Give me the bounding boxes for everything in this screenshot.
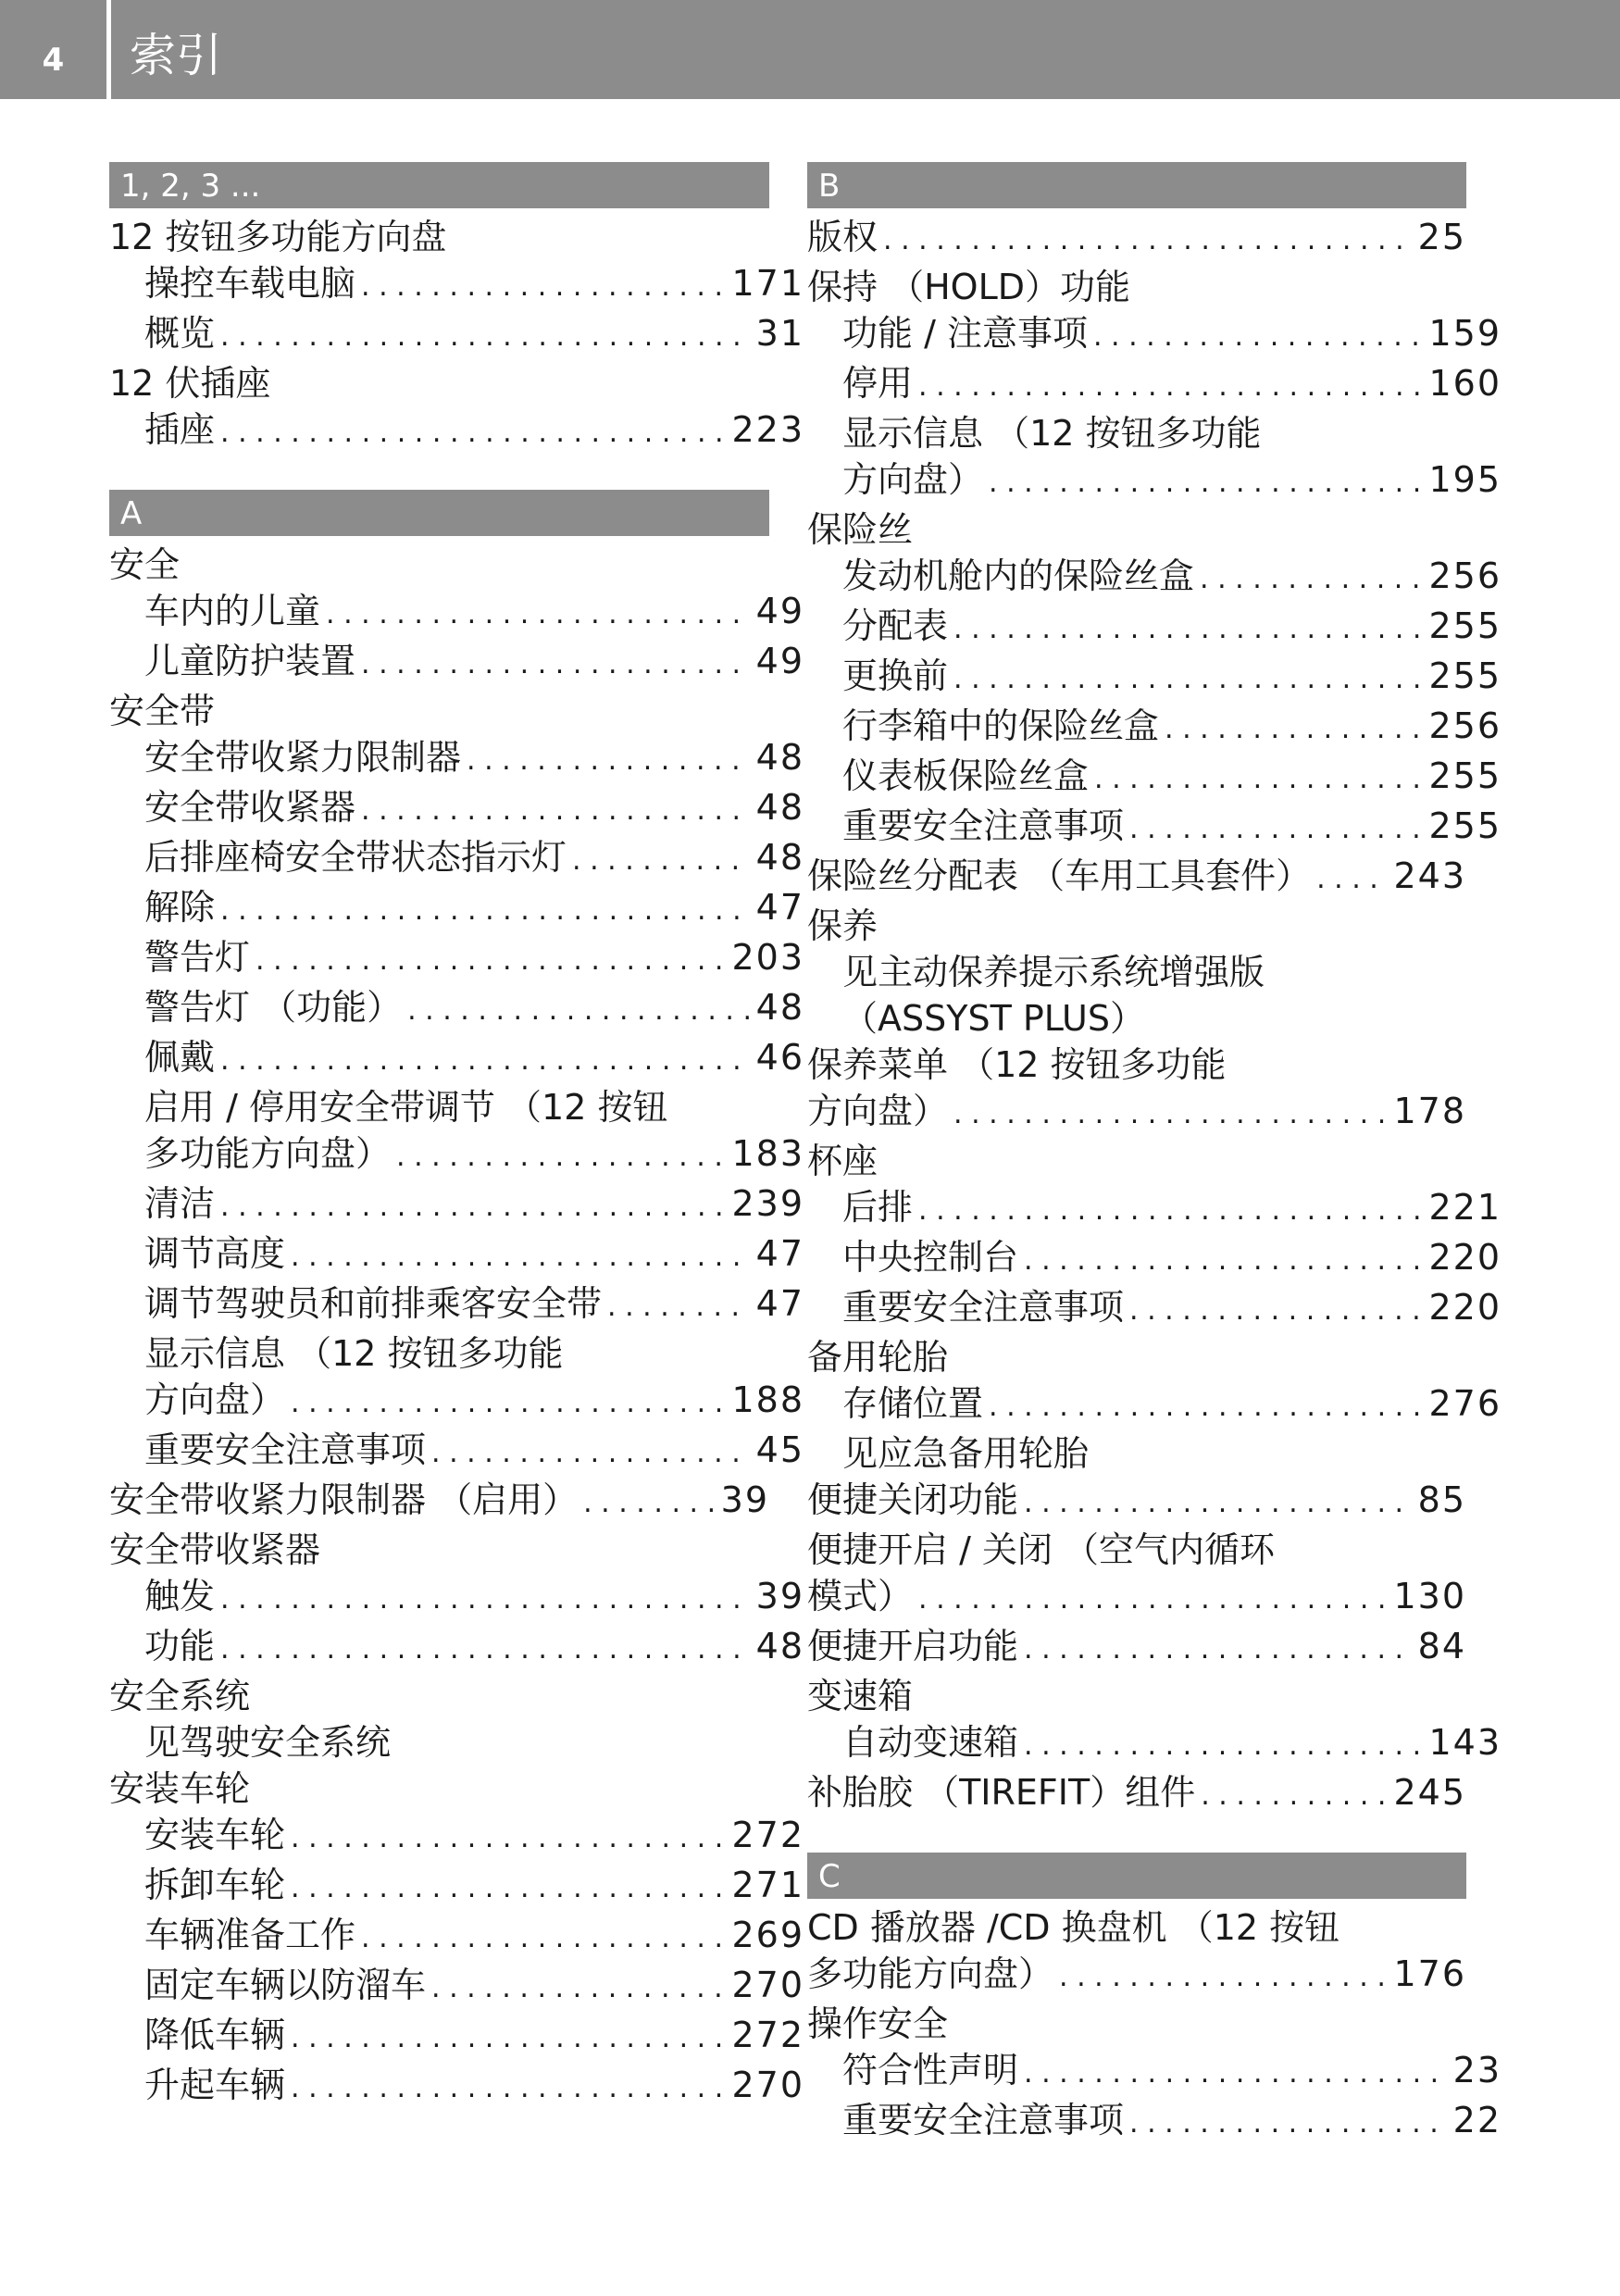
entry-label: 清洁	[144, 1183, 216, 1224]
entry-label: （ASSYST PLUS）	[842, 998, 1145, 1039]
entry-label: 车内的儿童	[144, 591, 321, 631]
index-entry	[807, 853, 1466, 903]
entry-label: 重要安全注意事项	[842, 1287, 1125, 1328]
leader-dots	[1129, 803, 1423, 853]
index-section	[807, 162, 1502, 1819]
page-reference: 255	[1428, 605, 1502, 646]
page-reference: 23	[1452, 2050, 1502, 2090]
entry-label: 中央控制台	[842, 1237, 1019, 1278]
page-reference: 255	[1428, 805, 1502, 846]
entry-label: 自动变速箱	[842, 1722, 1019, 1763]
index-subentry	[109, 1130, 804, 1180]
leader-dots	[220, 884, 751, 934]
entry-label: 更换前	[842, 655, 949, 696]
index-subentry	[807, 456, 1502, 506]
entry-label: 行李箱中的保险丝盒	[842, 705, 1160, 746]
index-subentry	[109, 1812, 804, 1862]
index-subentry	[109, 1427, 804, 1477]
leader-dots	[1093, 310, 1424, 360]
page-reference: 245	[1393, 1772, 1466, 1813]
entry-label: 调节驾驶员和前排乘客安全带	[144, 1283, 603, 1324]
page-reference: 143	[1428, 1722, 1502, 1763]
leader-dots	[1024, 1623, 1413, 1673]
page-reference: 256	[1428, 705, 1502, 746]
index-subentry	[109, 1034, 804, 1084]
section-heading: 1, 2, 3 ...	[109, 162, 769, 208]
index-entry	[109, 1527, 769, 1573]
index-entry	[807, 1042, 1466, 1088]
leader-dots	[291, 1862, 726, 1912]
entry-label: 安全带收紧力限制器	[144, 737, 462, 778]
page-number: 4	[42, 42, 65, 79]
leader-dots	[1129, 2097, 1448, 2147]
page-reference: 269	[731, 1915, 804, 1955]
entry-label: 安全	[109, 544, 181, 585]
index-subentry	[109, 734, 804, 784]
page-reference: 47	[755, 1233, 804, 1274]
entry-label: 重要安全注意事项	[842, 805, 1125, 846]
leader-dots	[291, 1377, 726, 1427]
page-reference: 270	[731, 2065, 804, 2105]
index-subentry	[807, 1430, 1502, 1477]
entry-label: 安全带收紧力限制器 （启用）	[109, 1479, 579, 1520]
leader-dots	[326, 588, 751, 638]
entry-label: 版权	[807, 217, 879, 257]
page-reference: 255	[1428, 655, 1502, 696]
leader-dots	[407, 984, 751, 1034]
entry-label: 触发	[144, 1576, 216, 1616]
header-bar	[0, 0, 1620, 99]
leader-dots	[1024, 2047, 1448, 2097]
entry-label: 保险丝	[807, 509, 914, 550]
index-subentry	[109, 1180, 804, 1230]
leader-dots	[583, 1477, 716, 1527]
index-subentry	[109, 310, 804, 360]
entry-label: 拆卸车轮	[144, 1865, 286, 1905]
leader-dots	[572, 834, 751, 884]
entry-label: 操作安全	[807, 2003, 949, 2044]
entry-label: 升起车辆	[144, 2065, 286, 2105]
index-subentry	[807, 1234, 1502, 1284]
index-subentry	[109, 784, 804, 834]
page-reference: 39	[720, 1479, 769, 1520]
entry-label: 后排座椅安全带状态指示灯	[144, 837, 567, 878]
entry-label: 警告灯	[144, 937, 251, 978]
entry-label: 多功能方向盘）	[807, 1953, 1054, 1994]
page-reference: 22	[1452, 2100, 1502, 2140]
index-section	[109, 490, 804, 2112]
leader-dots	[361, 1912, 726, 1962]
index-subentry	[109, 406, 804, 456]
page-reference: 84	[1417, 1626, 1466, 1666]
leader-dots	[467, 734, 751, 784]
index-subentry	[109, 934, 804, 984]
page-reference: 25	[1417, 217, 1466, 257]
index-subentry	[109, 834, 804, 884]
index-subentry	[807, 1184, 1502, 1234]
index-subentry	[807, 2097, 1502, 2147]
leader-dots	[918, 360, 1423, 410]
entry-label: CD 播放器 /CD 换盘机 （12 按钮	[807, 1907, 1340, 1948]
page-reference: 160	[1428, 363, 1502, 404]
leader-dots	[1024, 1477, 1413, 1527]
index-subentry	[109, 1573, 804, 1623]
leader-dots	[220, 1623, 751, 1673]
index-subentry	[807, 703, 1502, 753]
entry-label: 12 按钮多功能方向盘	[109, 217, 447, 257]
page-reference: 223	[731, 409, 804, 450]
page-reference: 47	[755, 887, 804, 928]
leader-dots	[607, 1280, 751, 1330]
leader-dots	[953, 653, 1423, 703]
index-entry	[807, 1673, 1466, 1719]
header-divider	[106, 0, 111, 99]
index-entry	[109, 1477, 769, 1527]
page-reference: 256	[1428, 555, 1502, 596]
index-entry	[807, 1623, 1466, 1673]
entry-label: 存储位置	[842, 1383, 984, 1424]
page-reference: 31	[755, 313, 804, 354]
page-reference: 48	[755, 1626, 804, 1666]
left-column	[109, 162, 804, 2145]
index-entry	[807, 1477, 1466, 1527]
page-reference: 48	[755, 787, 804, 828]
index-entry	[807, 1951, 1466, 2001]
entry-label: 见应急备用轮胎	[842, 1433, 1090, 1474]
leader-dots	[291, 2062, 726, 2112]
entry-label: 分配表	[842, 605, 949, 646]
index-subentry	[807, 949, 1502, 995]
index-entry	[807, 506, 1466, 553]
leader-dots	[431, 1427, 751, 1477]
page-reference: 85	[1417, 1479, 1466, 1520]
leader-dots	[989, 1380, 1423, 1430]
index-subentry	[109, 884, 804, 934]
page-title: 索引	[130, 29, 222, 82]
entry-label: 方向盘）	[807, 1091, 949, 1131]
index-subentry	[807, 553, 1502, 603]
entry-label: 模式）	[807, 1576, 914, 1616]
page-reference: 272	[731, 1815, 804, 1855]
entry-label: 方向盘）	[144, 1379, 286, 1420]
leader-dots	[291, 1230, 751, 1280]
entry-label: 佩戴	[144, 1037, 216, 1078]
leader-dots	[220, 1573, 751, 1623]
entry-label: 功能 / 注意事项	[842, 313, 1088, 354]
index-entry	[807, 1527, 1466, 1573]
page-reference: 49	[755, 591, 804, 631]
index-subentry	[109, 2062, 804, 2112]
page-reference: 239	[731, 1183, 804, 1224]
leader-dots	[220, 310, 751, 360]
leader-dots	[1059, 1951, 1388, 2001]
entry-label: 仪表板保险丝盒	[842, 755, 1090, 796]
index-subentry	[109, 1280, 804, 1330]
entry-label: 方向盘）	[842, 459, 984, 500]
entry-label: 概览	[144, 313, 216, 354]
entry-label: 符合性声明	[842, 2050, 1019, 2090]
entry-label: 便捷关闭功能	[807, 1479, 1019, 1520]
entry-label: 补胎胶 （TIREFIT）组件	[807, 1772, 1196, 1813]
leader-dots	[220, 406, 726, 456]
entry-label: 见主动保养提示系统增强版	[842, 952, 1265, 992]
index-subentry	[109, 1719, 804, 1766]
page-reference: 255	[1428, 755, 1502, 796]
leader-dots	[1316, 853, 1388, 903]
page-reference: 272	[731, 2015, 804, 2055]
index-entry	[807, 1769, 1466, 1819]
index-subentry	[807, 360, 1502, 410]
index-entry	[807, 1138, 1466, 1184]
entry-label: 显示信息 （12 按钮多功能	[842, 413, 1262, 454]
index-entry	[109, 542, 769, 588]
page-reference: 178	[1393, 1091, 1466, 1131]
leader-dots	[361, 260, 726, 310]
leader-dots	[1201, 1769, 1388, 1819]
entry-label: 插座	[144, 409, 216, 450]
index-subentry	[807, 803, 1502, 853]
index-subentry	[109, 1962, 804, 2012]
index-subentry	[807, 1719, 1502, 1769]
entry-label: 12 伏插座	[109, 363, 271, 404]
index-entry	[807, 1904, 1466, 1951]
leader-dots	[291, 1812, 726, 1862]
entry-label: 车辆准备工作	[144, 1915, 356, 1955]
leader-dots	[989, 456, 1423, 506]
page-reference: 195	[1428, 459, 1502, 500]
leader-dots	[1024, 1719, 1423, 1769]
entry-label: 固定车辆以防溜车	[144, 1965, 427, 2005]
leader-dots	[918, 1573, 1388, 1623]
page-reference: 130	[1393, 1576, 1466, 1616]
index-entry	[109, 1766, 769, 1812]
page-reference: 39	[755, 1576, 804, 1616]
entry-label: 安全带收紧器	[109, 1529, 321, 1570]
index-entry	[109, 360, 769, 406]
entry-label: 保养菜单 （12 按钮多功能	[807, 1044, 1227, 1085]
index-entry	[807, 903, 1466, 949]
index-subentry	[109, 2012, 804, 2062]
leader-dots	[918, 1184, 1423, 1234]
leader-dots	[255, 934, 726, 984]
index-subentry	[109, 1623, 804, 1673]
index-subentry	[109, 984, 804, 1034]
index-entry	[807, 1088, 1466, 1138]
index-subentry	[109, 260, 804, 310]
page-reference: 171	[731, 263, 804, 304]
leader-dots	[220, 1180, 726, 1230]
index-subentry	[109, 1912, 804, 1962]
index-entry	[109, 1673, 769, 1719]
entry-label: 见驾驶安全系统	[144, 1722, 392, 1763]
leader-dots	[1165, 703, 1423, 753]
entry-label: 便捷开启 / 关闭 （空气内循环	[807, 1529, 1276, 1570]
entry-label: 调节高度	[144, 1233, 286, 1274]
index-subentry	[807, 410, 1502, 456]
index-subentry	[807, 653, 1502, 703]
entry-label: 发动机舱内的保险丝盒	[842, 555, 1195, 596]
index-subentry	[807, 753, 1502, 803]
entry-label: 后排	[842, 1187, 914, 1228]
page-reference: 48	[755, 737, 804, 778]
index-subentry	[109, 1230, 804, 1280]
index-subentry	[109, 1330, 804, 1377]
index-entry	[807, 2001, 1466, 2047]
entry-label: 多功能方向盘）	[144, 1133, 392, 1174]
entry-label: 便捷开启功能	[807, 1626, 1019, 1666]
page-reference: 220	[1428, 1287, 1502, 1328]
entry-label: 备用轮胎	[807, 1337, 949, 1378]
index-subentry	[109, 638, 804, 688]
page-reference: 49	[755, 641, 804, 681]
leader-dots	[291, 2012, 726, 2062]
index-subentry	[109, 1862, 804, 1912]
index-section	[109, 162, 804, 456]
entry-label: 功能	[144, 1626, 216, 1666]
page-reference: 183	[731, 1133, 804, 1174]
entry-label: 变速箱	[807, 1676, 914, 1716]
section-heading: B	[807, 162, 1466, 208]
page-reference: 243	[1393, 855, 1466, 896]
leader-dots	[1129, 1284, 1423, 1334]
entry-label: 警告灯 （功能）	[144, 987, 403, 1028]
index-section	[807, 1853, 1502, 2147]
page-reference: 276	[1428, 1383, 1502, 1424]
page-reference: 47	[755, 1283, 804, 1324]
entry-label: 杯座	[807, 1141, 879, 1181]
leader-dots	[1024, 1234, 1423, 1284]
entry-label: 重要安全注意事项	[144, 1429, 427, 1470]
index-entry	[807, 264, 1466, 310]
entry-label: 安全系统	[109, 1676, 251, 1716]
index-subentry	[807, 2047, 1502, 2097]
index-subentry	[807, 995, 1502, 1042]
entry-label: 显示信息 （12 按钮多功能	[144, 1333, 564, 1374]
page-reference: 46	[755, 1037, 804, 1078]
leader-dots	[431, 1962, 726, 2012]
index-entry	[807, 1334, 1466, 1380]
leader-dots	[953, 603, 1423, 653]
page-reference: 188	[731, 1379, 804, 1420]
entry-label: 保险丝分配表 （车用工具套件）	[807, 855, 1312, 896]
leader-dots	[396, 1130, 726, 1180]
entry-label: 停用	[842, 363, 914, 404]
entry-label: 启用 / 停用安全带调节 （12 按钮	[144, 1087, 668, 1128]
page-reference: 176	[1393, 1953, 1466, 1994]
page-reference: 271	[731, 1865, 804, 1905]
entry-label: 安装车轮	[109, 1768, 251, 1809]
page-reference: 48	[755, 987, 804, 1028]
leader-dots	[953, 1088, 1388, 1138]
leader-dots	[1200, 553, 1423, 603]
entry-label: 降低车辆	[144, 2015, 286, 2055]
index-entry	[109, 688, 769, 734]
index-subentry	[807, 1380, 1502, 1430]
index-subentry	[109, 1377, 804, 1427]
entry-label: 保持 （HOLD）功能	[807, 267, 1130, 307]
section-heading: C	[807, 1853, 1466, 1899]
page-reference: 270	[731, 1965, 804, 2005]
page-reference: 221	[1428, 1187, 1502, 1228]
leader-dots	[883, 214, 1413, 264]
right-column	[807, 162, 1502, 2180]
entry-label: 解除	[144, 887, 216, 928]
leader-dots	[220, 1034, 751, 1084]
index-entry	[807, 214, 1466, 264]
index-subentry	[807, 310, 1502, 360]
index-subentry	[109, 1084, 804, 1130]
entry-label: 操控车载电脑	[144, 263, 356, 304]
leader-dots	[361, 638, 751, 688]
entry-label: 重要安全注意事项	[842, 2100, 1125, 2140]
index-subentry	[807, 1284, 1502, 1334]
index-entry	[109, 214, 769, 260]
index-entry	[807, 1573, 1466, 1623]
index-subentry	[109, 588, 804, 638]
leader-dots	[1094, 753, 1423, 803]
page-reference: 45	[755, 1429, 804, 1470]
entry-label: 儿童防护装置	[144, 641, 356, 681]
page-reference: 48	[755, 837, 804, 878]
page-reference: 203	[731, 937, 804, 978]
leader-dots	[361, 784, 751, 834]
index-subentry	[807, 603, 1502, 653]
page-reference: 159	[1428, 313, 1502, 354]
section-heading: A	[109, 490, 769, 536]
entry-label: 安装车轮	[144, 1815, 286, 1855]
entry-label: 保养	[807, 905, 879, 946]
entry-label: 安全带收紧器	[144, 787, 356, 828]
entry-label: 安全带	[109, 691, 216, 731]
page-reference: 220	[1428, 1237, 1502, 1278]
